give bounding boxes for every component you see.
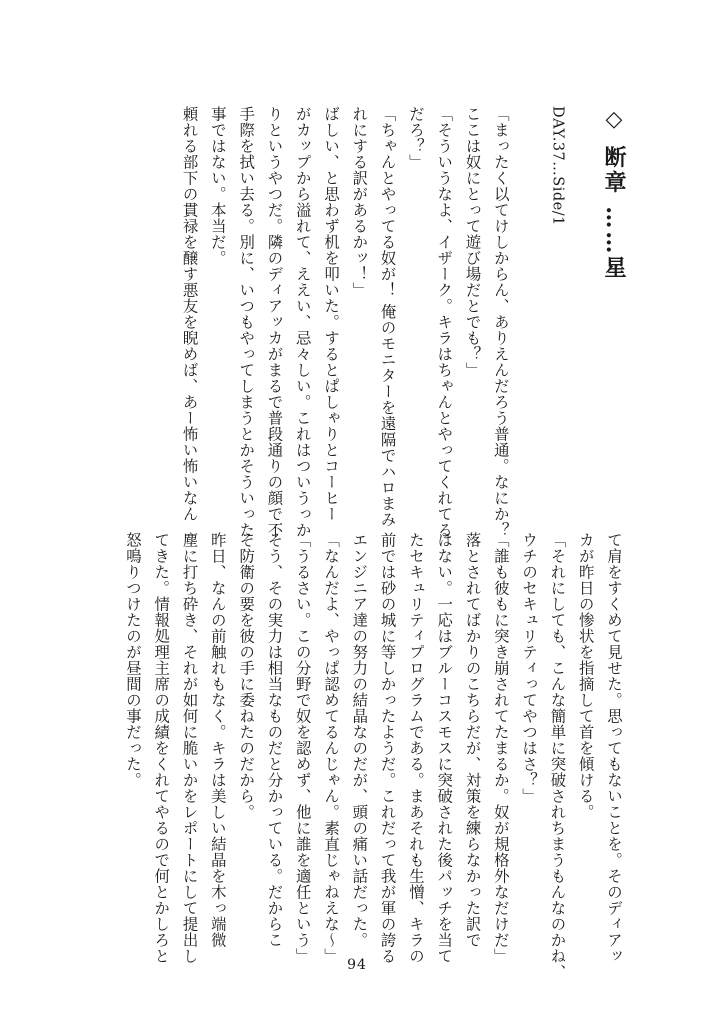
text-line: 「なんだよ、やっぱ認めてるんじゃん。素直じゃねえな～」 bbox=[322, 532, 341, 964]
text-line: 塵に打ち砕き、それが如何に脆いかをレポートにして提出し bbox=[180, 532, 199, 964]
chapter-heading: ◇ 断章 ……星 bbox=[601, 106, 627, 282]
text-line: 手際を拭い去る。別に、いつもやってしまうとかそういった bbox=[237, 106, 256, 538]
text-line: 「それにしても、こんな簡単に突破されちまうもんなのかね、 bbox=[548, 532, 567, 980]
text-line: 「そういうなよ、イザーク。キラはちゃんとやってくれてる bbox=[435, 106, 454, 538]
top-text-block bbox=[175, 106, 628, 538]
text-line: 「誰も彼もに突き崩されてたまるか。奴が規格外なだけだ」 bbox=[491, 532, 510, 964]
text-line: たセキュリティプログラムである。まあそれも生憎、キラの bbox=[406, 532, 425, 964]
text-line: て肩をすくめて見せた。思ってもないことを。そのディアッ bbox=[605, 532, 623, 964]
text-line: 「まったく以てけしからん、ありえんだろう普通。なにか？ bbox=[491, 106, 510, 538]
text-line: りというやつだ。隣のディアッカがまるで普段通りの顔で不 bbox=[265, 106, 284, 538]
text-line: 事ではない。本当だ。 bbox=[208, 106, 227, 266]
text-line: 落とされてばかりのこちらだが、対策を練らなかった訳で bbox=[463, 532, 482, 948]
text-line: 怒鳴りつけたのが昼間の事だった。 bbox=[123, 532, 142, 788]
text-line: てきた。情報処理主席の成績をくれてやるので何とかしろと bbox=[152, 532, 171, 964]
text-line: 昨日、なんの前触れもなく。キラは美しい結晶を木っ端微 bbox=[208, 532, 227, 948]
page-number: 94 bbox=[347, 957, 367, 973]
text-line: カが昨日の惨状を指摘して首を傾ける。 bbox=[576, 532, 595, 820]
text-line: ウチのセキュリティってやつはさ？」 bbox=[520, 532, 539, 804]
text-line: そう、その実力は相当なものだと分かっている。だからこ bbox=[265, 532, 284, 948]
text-line: だろ？」 bbox=[406, 106, 425, 170]
text-line: 「ちゃんとやってる奴が！ 俺のモニターを遠隔でハロまみ bbox=[378, 106, 397, 528]
text-line: がカップから溢れて、ええい、忌々しい。これはついうっか bbox=[293, 106, 312, 538]
text-line: 頼れる部下の貫禄を醸す悪友を睨めば、あー怖い怖いなん bbox=[180, 106, 199, 522]
text-line: ばしい、と思わず机を叩いた。するとぱしゃりとコーヒー bbox=[322, 106, 341, 522]
text-line: れにする訳があるかッ！」 bbox=[350, 106, 369, 298]
text-line: エンジニア達の努力の結晶なのだが、頭の痛い話だった。 bbox=[350, 532, 369, 948]
text-line: 前では砂の城に等しかったようだ。これだって我が軍の誇る bbox=[378, 532, 397, 964]
text-line: 「うるさい。この分野で奴を認めず、他に誰を適任という」 bbox=[293, 532, 312, 964]
text-line: ここは奴にとって遊び場だとでも？」 bbox=[463, 106, 482, 378]
day-label: DAY.37…Side/1 bbox=[549, 106, 566, 226]
text-line: はない。一応はブルーコスモスに突破された後パッチを当て bbox=[435, 532, 454, 964]
text-line: そ防衛の要を彼の手に委ねたのだから。 bbox=[237, 532, 256, 820]
